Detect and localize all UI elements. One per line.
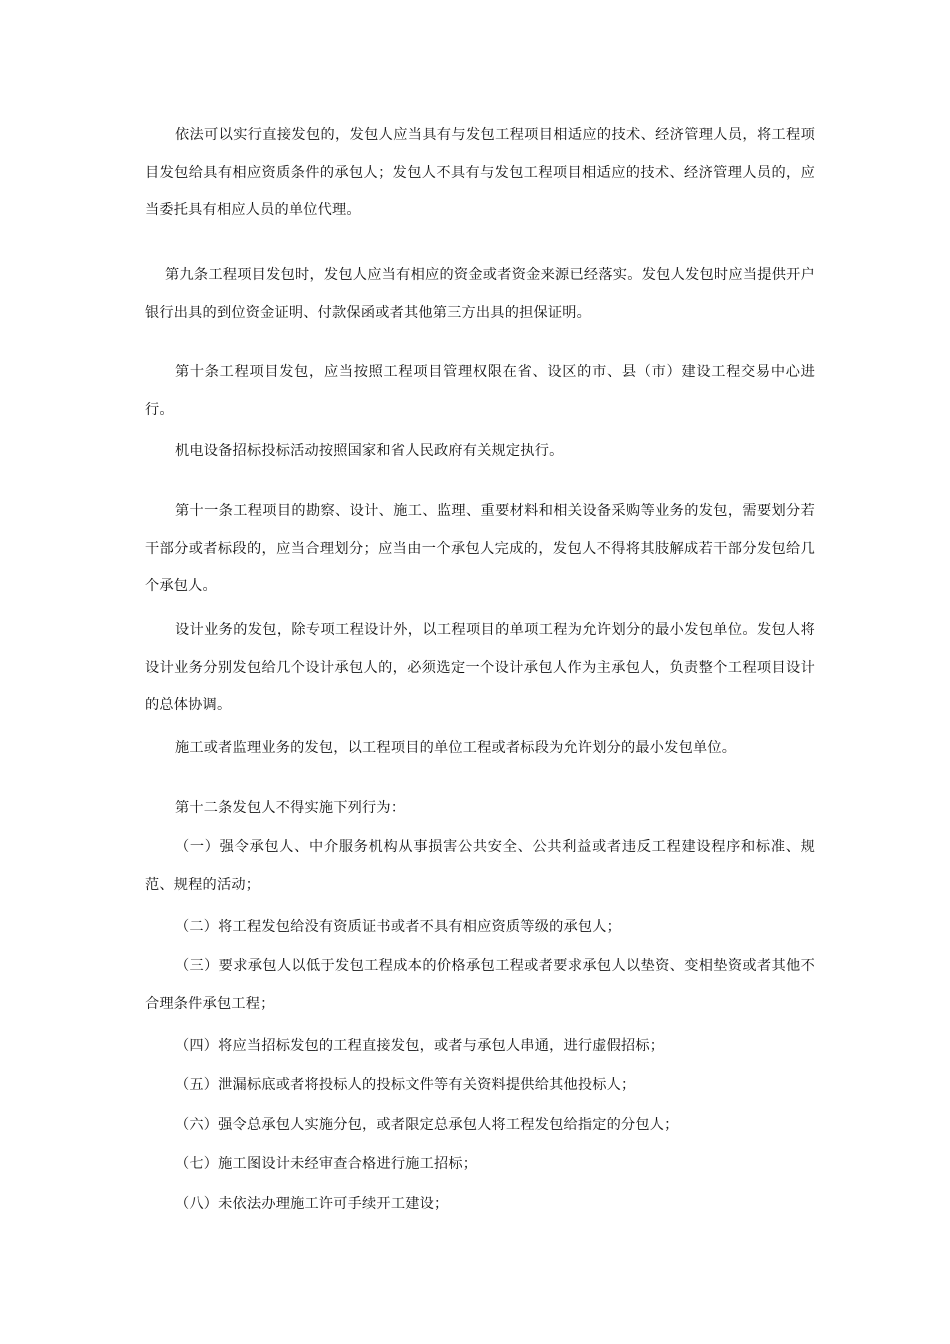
list-item-4: （四）将应当招标发包的工程直接发包，或者与承包人串通，进行虚假招标；	[175, 1038, 665, 1054]
paragraph-article-10: 第十条工程项目发包，应当按照工程项目管理权限在省、设区的市、县（市）建设工程交易中心进行。	[145, 364, 815, 418]
paragraph-design-contracting: 设计业务的发包，除专项工程设计外，以工程项目的单项工程为允许划分的最小发包单位。发包人将设计业务分别发包给几个设计承包人的，必须选定一个设计承包人作为主承包人，负责整个工程项目设计的总体协调。	[145, 622, 815, 713]
paragraph-electromechanical: 机电设备招标投标活动按照国家和省人民政府有关规定执行。	[175, 443, 564, 459]
list-item-7: （七）施工图设计未经审查合格进行施工招标；	[175, 1156, 478, 1172]
list-item-2: （二）将工程发包给没有资质证书或者不具有相应资质等级的承包人；	[175, 919, 622, 935]
list-item-3: （三）要求承包人以低于发包工程成本的价格承包工程或者要求承包人以垫资、变相垫资或者其他不合理条件承包工程；	[145, 958, 815, 1012]
list-item-8: （八）未依法办理施工许可手续开工建设；	[175, 1196, 449, 1212]
paragraph-article-12: 第十二条发包人不得实施下列行为：	[175, 800, 406, 816]
paragraph-construction-contracting: 施工或者监理业务的发包，以工程项目的单位工程或者标段为允许划分的最小发包单位。	[175, 740, 737, 756]
paragraph-article-9: 第九条工程项目发包时，发包人应当有相应的资金或者资金来源已经落实。发包人发包时应当提供开户银行出具的到位资金证明、付款保函或者其他第三方出具的担保证明。	[145, 267, 815, 321]
paragraph-direct-contracting: 依法可以实行直接发包的，发包人应当具有与发包工程项目相适应的技术、经济管理人员，将工程项目发包给具有相应资质条件的承包人；发包人不具有与发包工程项目相适应的技术、经济管理人员的，应当委托具有相应人员的单位代理。	[145, 127, 815, 218]
list-item-6: （六）强令总承包人实施分包，或者限定总承包人将工程发包给指定的分包人；	[175, 1117, 679, 1133]
paragraph-article-11: 第十一条工程项目的勘察、设计、施工、监理、重要材料和相关设备采购等业务的发包，需要划分若干部分或者标段的，应当合理划分；应当由一个承包人完成的，发包人不得将其肢解成若干部分发包给几个承包人。	[145, 503, 815, 594]
list-item-1: （一）强令承包人、中介服务机构从事损害公共安全、公共利益或者违反工程建设程序和标准、规范、规程的活动；	[145, 839, 815, 893]
list-item-5: （五）泄漏标底或者将投标人的投标文件等有关资料提供给其他投标人；	[175, 1077, 636, 1093]
